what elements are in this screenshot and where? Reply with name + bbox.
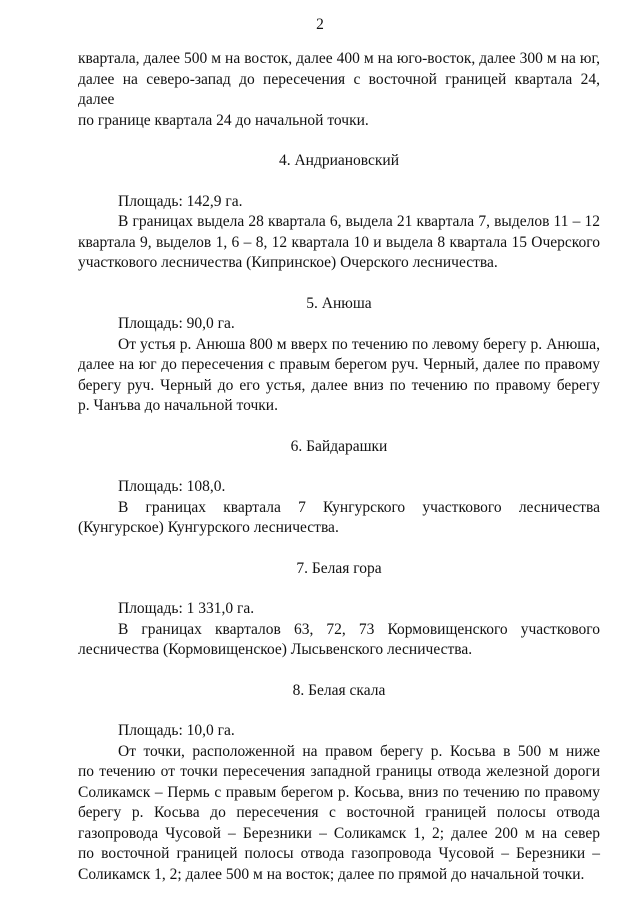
area-line: Площадь: 108,0.: [118, 478, 226, 495]
text-line: далее на юг до пересечения с правым берегом руч. Черный, далее по правому: [78, 356, 600, 373]
section-heading: 5. Анюша: [306, 294, 372, 312]
text-line: лесничества (Кормовищенское) Лысьвенского лесничества.: [78, 641, 473, 658]
area-line: Площадь: 1 331,0 га.: [118, 600, 255, 617]
text-line: газопровода Чусовой – Березники – Соликамск 1, 2; далее 200 м на север: [78, 824, 600, 842]
section-heading: 4. Андриановский: [278, 152, 400, 169]
page-number: 2: [316, 16, 324, 33]
section-andrianovsky: [78, 151, 600, 274]
text-line: участкового лесничества (Кипринское) Очерского лесничества.: [78, 254, 498, 271]
text-line: Соликамск 1, 2; далее 500 м на восток; далее по прямой до начальной точки.: [78, 865, 585, 883]
text-line: по границе квартала 24 до начальной точки.: [78, 111, 369, 129]
intro-paragraph: [78, 49, 600, 131]
text-line: Соликамск – Пермь с правым берегом р. Косьва, вниз по течению по правому: [78, 783, 600, 801]
text-line: берегу руч. Черный до его устья, далее вниз по течению по правому берегу: [78, 376, 600, 394]
text-line: берегу р. Косьва до пересечения с восточной границей полосы отвода: [78, 804, 600, 821]
area-line: Площадь: 90,0 га.: [118, 315, 235, 332]
area-line: Площадь: 142,9 га.: [118, 192, 243, 210]
text-line: далее на северо-запад до пересечения с восточной границей квартала 24, далее: [78, 70, 600, 108]
document-body: [78, 49, 600, 885]
text-line: квартала, далее 500 м на восток, далее 400 м на юго-восток, далее 300 м на юг,: [78, 50, 600, 67]
text-line: по восточной границей полосы отвода газопровода Чусовой – Березники –: [78, 845, 600, 862]
area-line: Площадь: 10,0 га.: [118, 722, 235, 739]
text-line: квартала 9, выделов 1, 6 – 8, 12 квартала 10 и выдела 8 квартала 15 Очерского: [78, 233, 600, 251]
text-line: В границах квартала 7 Кунгурского участкового лесничества: [118, 498, 600, 516]
section-belaya-skala: [78, 681, 600, 886]
text-line: В границах кварталов 63, 72, 73 Кормовищенского участкового: [118, 620, 600, 638]
section-heading: 6. Байдарашки: [290, 437, 388, 455]
section-heading: 7. Белая гора: [296, 559, 382, 577]
section-baydarashki: [78, 437, 600, 539]
section-anyusha: [78, 294, 600, 417]
section-belaya-gora: [78, 559, 600, 661]
text-line: р. Чанъва до начальной точки.: [78, 397, 278, 414]
text-line: От точки, расположенной на правом берегу р. Косьва в 500 м ниже: [118, 742, 600, 760]
text-line: От устья р. Анюша 800 м вверх по течению по левому берегу р. Анюша,: [118, 335, 600, 353]
text-line: (Кунгурское) Кунгурского лесничества.: [78, 519, 339, 536]
section-heading: 8. Белая скала: [292, 681, 386, 699]
text-line: В границах выдела 28 квартала 6, выдела 21 квартала 7, выделов 11 – 12: [118, 213, 600, 230]
text-line: по течению от точки пересечения западной границы отвода железной дороги: [78, 763, 600, 780]
